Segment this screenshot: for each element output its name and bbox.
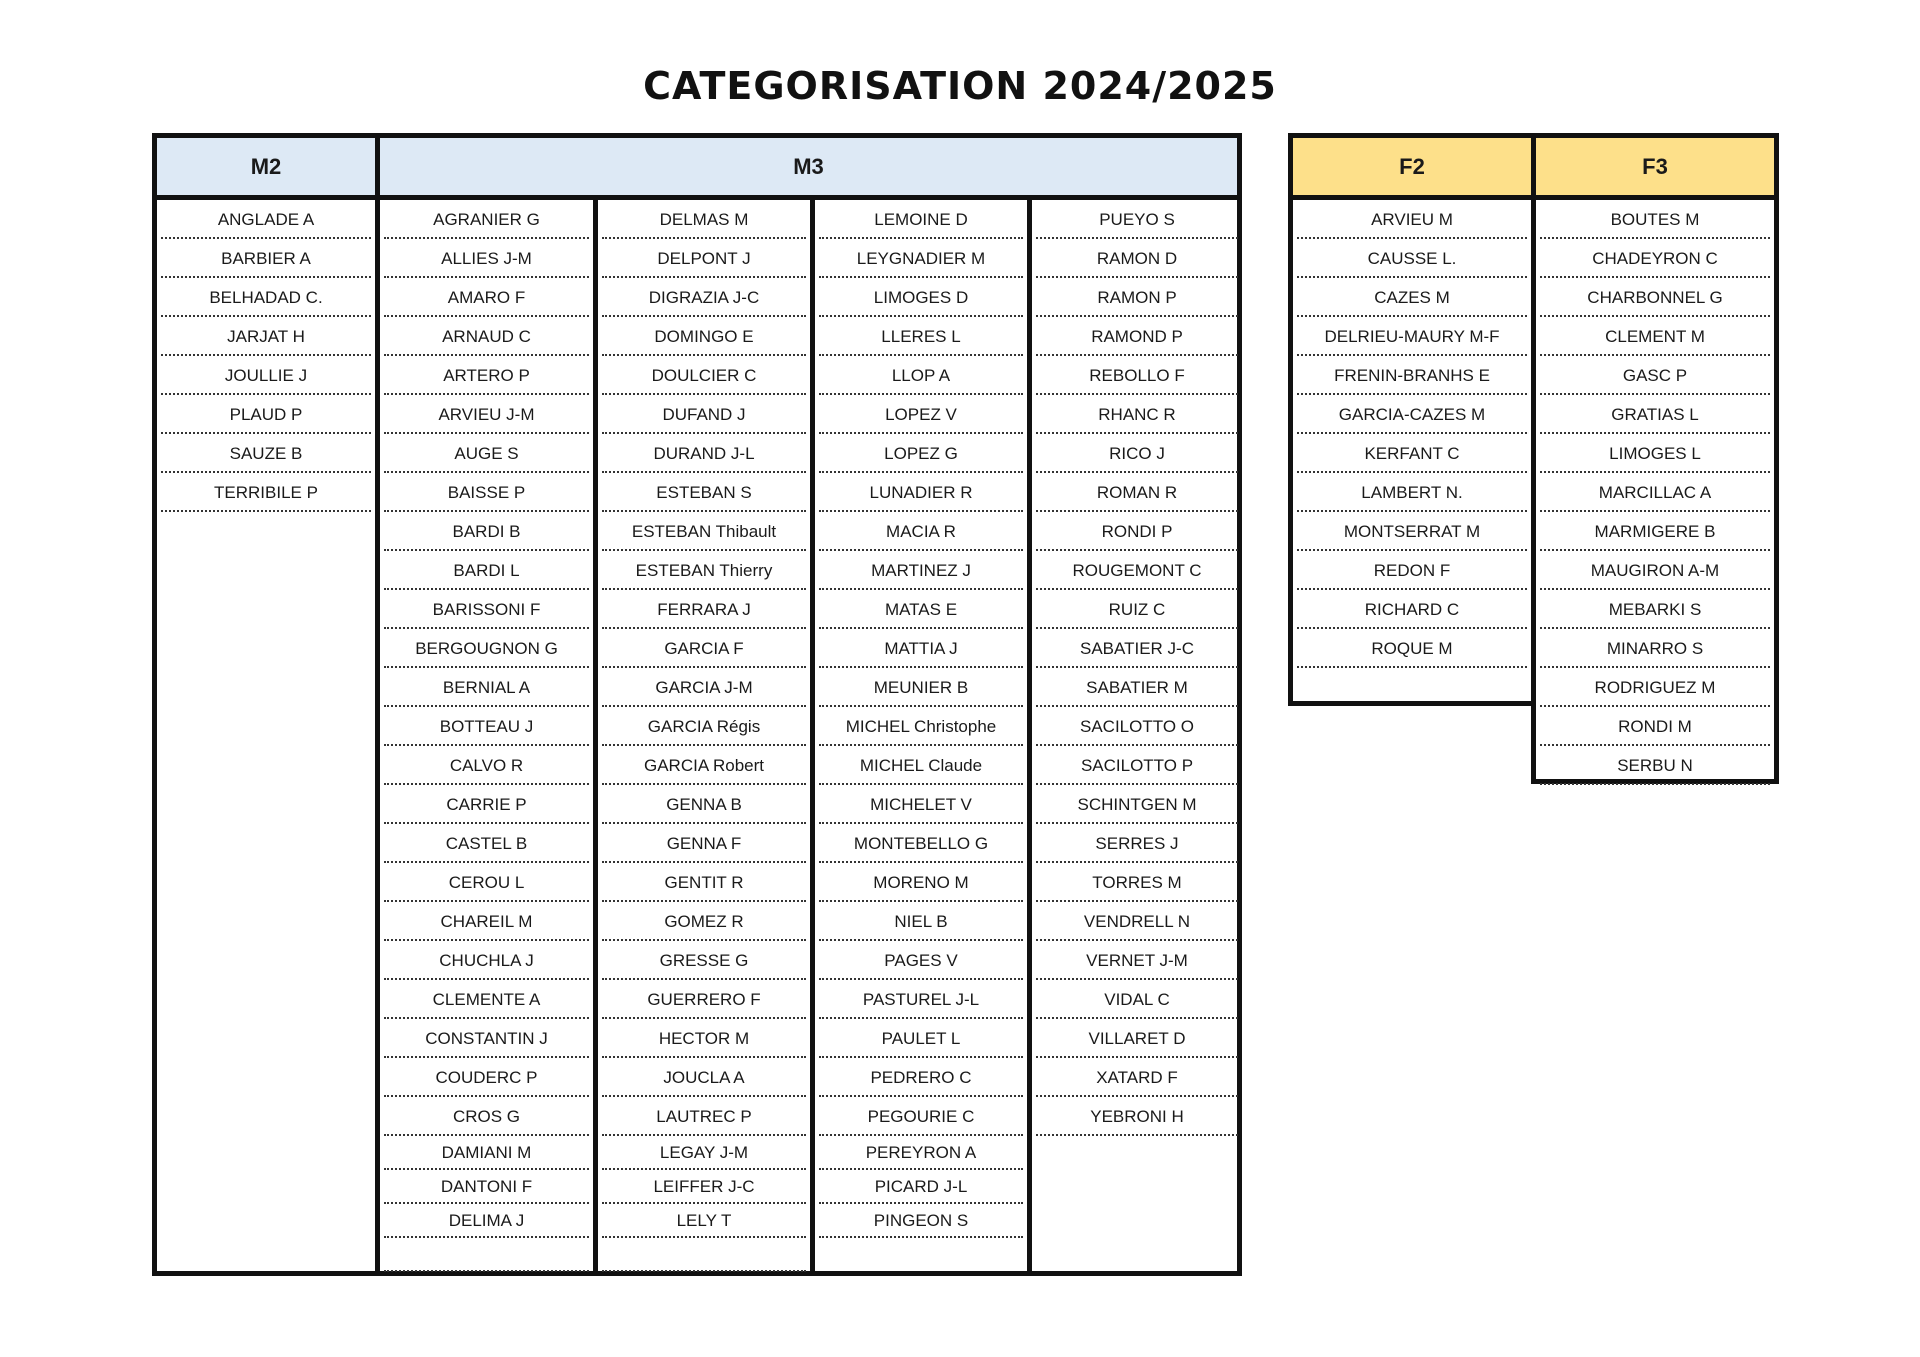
name-cell: DELRIEU-MAURY M-F — [1297, 317, 1527, 356]
name-cell: PEDRERO C — [819, 1058, 1023, 1097]
m3-column-2 — [593, 200, 810, 1271]
name-cell: CAUSSE L. — [1297, 239, 1527, 278]
name-cell: GARCIA-CAZES M — [1297, 395, 1527, 434]
name-cell: RAMOND P — [1036, 317, 1238, 356]
name-cell: GUERRERO F — [602, 980, 806, 1019]
name-cell: ARVIEU J-M — [384, 395, 589, 434]
name-cell: PEGOURIE C — [819, 1097, 1023, 1136]
name-cell: GRESSE G — [602, 941, 806, 980]
name-cell: BARISSONI F — [384, 590, 589, 629]
name-cell: ROMAN R — [1036, 473, 1238, 512]
name-cell: FRENIN-BRANHS E — [1297, 356, 1527, 395]
name-cell: BARDI L — [384, 551, 589, 590]
name-cell: BAISSE P — [384, 473, 589, 512]
name-cell: CEROU L — [384, 863, 589, 902]
name-cell: PUEYO S — [1036, 200, 1238, 239]
name-cell: PLAUD P — [161, 395, 371, 434]
name-cell: AUGE S — [384, 434, 589, 473]
name-cell: SACILOTTO O — [1036, 707, 1238, 746]
name-cell: ESTEBAN Thierry — [602, 551, 806, 590]
name-cell: MONTSERRAT M — [1297, 512, 1527, 551]
name-cell: DELPONT J — [602, 239, 806, 278]
f2-header-label: F2 — [1399, 153, 1425, 179]
name-cell: LOPEZ G — [819, 434, 1023, 473]
name-cell: LLERES L — [819, 317, 1023, 356]
name-cell: SERBU N — [1540, 746, 1770, 785]
name-cell: GRATIAS L — [1540, 395, 1770, 434]
name-cell: DELIMA J — [384, 1204, 589, 1238]
name-cell: LIMOGES D — [819, 278, 1023, 317]
name-cell: LEGAY J-M — [602, 1136, 806, 1170]
name-cell: PICARD J-L — [819, 1170, 1023, 1204]
empty-cell — [1036, 1136, 1238, 1175]
name-cell: CHAREIL M — [384, 902, 589, 941]
name-cell: MATTIA J — [819, 629, 1023, 668]
name-cell: RONDI M — [1540, 707, 1770, 746]
name-cell: REBOLLO F — [1036, 356, 1238, 395]
name-cell: ESTEBAN Thibault — [602, 512, 806, 551]
name-cell: MICHELET V — [819, 785, 1023, 824]
empty-cell — [384, 1238, 589, 1272]
name-cell: MACIA R — [819, 512, 1023, 551]
name-cell: BOTTEAU J — [384, 707, 589, 746]
name-cell: SAUZE B — [161, 434, 371, 473]
name-cell: GARCIA F — [602, 629, 806, 668]
name-cell: LEIFFER J-C — [602, 1170, 806, 1204]
name-cell: SABATIER M — [1036, 668, 1238, 707]
name-cell: VERNET J-M — [1036, 941, 1238, 980]
name-cell: MEBARKI S — [1540, 590, 1770, 629]
f2-header — [1293, 138, 1531, 200]
name-cell: LAUTREC P — [602, 1097, 806, 1136]
name-cell: RONDI P — [1036, 512, 1238, 551]
name-cell: REDON F — [1297, 551, 1527, 590]
name-cell: ROUGEMONT C — [1036, 551, 1238, 590]
name-cell: RAMON P — [1036, 278, 1238, 317]
name-cell: MORENO M — [819, 863, 1023, 902]
name-cell: HECTOR M — [602, 1019, 806, 1058]
name-cell: RICHARD C — [1297, 590, 1527, 629]
name-cell: SABATIER J-C — [1036, 629, 1238, 668]
name-cell: YEBRONI H — [1036, 1097, 1238, 1136]
name-cell: DANTONI F — [384, 1170, 589, 1204]
m2-header-label: M2 — [250, 153, 282, 179]
name-cell: MARMIGERE B — [1540, 512, 1770, 551]
name-cell: MAUGIRON A-M — [1540, 551, 1770, 590]
m3-column-4 — [1027, 200, 1242, 1271]
name-cell: GENTIT R — [602, 863, 806, 902]
name-cell: MEUNIER B — [819, 668, 1023, 707]
name-cell: ARNAUD C — [384, 317, 589, 356]
name-cell: SACILOTTO P — [1036, 746, 1238, 785]
name-cell: BARBIER A — [161, 239, 371, 278]
empty-cell — [1297, 668, 1527, 707]
name-cell: LIMOGES L — [1540, 434, 1770, 473]
name-cell: LAMBERT N. — [1297, 473, 1527, 512]
name-cell: PAULET L — [819, 1019, 1023, 1058]
name-cell: DURAND J-L — [602, 434, 806, 473]
name-cell: MONTEBELLO G — [819, 824, 1023, 863]
name-cell: ESTEBAN S — [602, 473, 806, 512]
name-cell: NIEL B — [819, 902, 1023, 941]
m3-header-label: M3 — [793, 153, 824, 179]
name-cell: CASTEL B — [384, 824, 589, 863]
name-cell: RICO J — [1036, 434, 1238, 473]
name-cell: CLEMENTE A — [384, 980, 589, 1019]
name-cell: SERRES J — [1036, 824, 1238, 863]
name-cell: GENNA B — [602, 785, 806, 824]
name-cell: ARVIEU M — [1297, 200, 1527, 239]
name-cell: VILLARET D — [1036, 1019, 1238, 1058]
name-cell: LELY T — [602, 1204, 806, 1238]
name-cell: TORRES M — [1036, 863, 1238, 902]
name-cell: CHARBONNEL G — [1540, 278, 1770, 317]
name-cell: GARCIA Régis — [602, 707, 806, 746]
m2-header — [157, 138, 375, 200]
f3-header — [1536, 138, 1774, 200]
name-cell: PEREYRON A — [819, 1136, 1023, 1170]
name-cell: CAZES M — [1297, 278, 1527, 317]
name-cell: TERRIBILE P — [161, 473, 371, 512]
name-cell: BARDI B — [384, 512, 589, 551]
name-cell: MARTINEZ J — [819, 551, 1023, 590]
name-cell: PAGES V — [819, 941, 1023, 980]
m3-column-1 — [375, 200, 593, 1271]
name-cell: PASTUREL J-L — [819, 980, 1023, 1019]
name-cell: LEYGNADIER M — [819, 239, 1023, 278]
name-cell: DELMAS M — [602, 200, 806, 239]
name-cell: GARCIA J-M — [602, 668, 806, 707]
male-categories-table — [152, 133, 1242, 1276]
name-cell: LEMOINE D — [819, 200, 1023, 239]
name-cell: CROS G — [384, 1097, 589, 1136]
f3-column — [1536, 200, 1774, 779]
name-cell: PINGEON S — [819, 1204, 1023, 1238]
name-cell: BELHADAD C. — [161, 278, 371, 317]
name-cell: KERFANT C — [1297, 434, 1527, 473]
name-cell: JOULLIE J — [161, 356, 371, 395]
name-cell: MICHEL Claude — [819, 746, 1023, 785]
name-cell: CHADEYRON C — [1540, 239, 1770, 278]
name-cell: GASC P — [1540, 356, 1770, 395]
name-cell: RAMON D — [1036, 239, 1238, 278]
name-cell: ARTERO P — [384, 356, 589, 395]
name-cell: DUFAND J — [602, 395, 806, 434]
name-cell: CARRIE P — [384, 785, 589, 824]
name-cell: LOPEZ V — [819, 395, 1023, 434]
name-cell: BOUTES M — [1540, 200, 1770, 239]
name-cell: GOMEZ R — [602, 902, 806, 941]
name-cell: ALLIES J-M — [384, 239, 589, 278]
name-cell: CALVO R — [384, 746, 589, 785]
name-cell: BERNIAL A — [384, 668, 589, 707]
name-cell: GARCIA Robert — [602, 746, 806, 785]
name-cell: VENDRELL N — [1036, 902, 1238, 941]
name-cell: AGRANIER G — [384, 200, 589, 239]
empty-cell — [602, 1238, 806, 1272]
name-cell: AMARO F — [384, 278, 589, 317]
page-title: CATEGORISATION 2024/2025 — [643, 64, 1277, 108]
name-cell: DAMIANI M — [384, 1136, 589, 1170]
m2-column — [157, 200, 375, 1271]
name-cell: CLEMENT M — [1540, 317, 1770, 356]
name-cell: RUIZ C — [1036, 590, 1238, 629]
name-cell: COUDERC P — [384, 1058, 589, 1097]
name-cell: MICHEL Christophe — [819, 707, 1023, 746]
name-cell: ANGLADE A — [161, 200, 371, 239]
name-cell: JARJAT H — [161, 317, 371, 356]
name-cell: XATARD F — [1036, 1058, 1238, 1097]
name-cell: RODRIGUEZ M — [1540, 668, 1770, 707]
name-cell: SCHINTGEN M — [1036, 785, 1238, 824]
f2-table — [1288, 133, 1536, 706]
name-cell: ROQUE M — [1297, 629, 1527, 668]
name-cell: GENNA F — [602, 824, 806, 863]
m3-column-3 — [810, 200, 1027, 1271]
name-cell: CONSTANTIN J — [384, 1019, 589, 1058]
name-cell: MARCILLAC A — [1540, 473, 1770, 512]
name-cell: CHUCHLA J — [384, 941, 589, 980]
name-cell: MATAS E — [819, 590, 1023, 629]
f3-header-label: F3 — [1642, 153, 1668, 179]
name-cell: LLOP A — [819, 356, 1023, 395]
name-cell: LUNADIER R — [819, 473, 1023, 512]
m3-header — [375, 138, 1237, 200]
name-cell: VIDAL C — [1036, 980, 1238, 1019]
name-cell: RHANC R — [1036, 395, 1238, 434]
name-cell: DOMINGO E — [602, 317, 806, 356]
name-cell: BERGOUGNON G — [384, 629, 589, 668]
name-cell: DIGRAZIA J-C — [602, 278, 806, 317]
name-cell: MINARRO S — [1540, 629, 1770, 668]
f3-table — [1531, 133, 1779, 784]
f2-column — [1293, 200, 1531, 701]
name-cell: JOUCLA A — [602, 1058, 806, 1097]
name-cell: DOULCIER C — [602, 356, 806, 395]
name-cell: FERRARA J — [602, 590, 806, 629]
